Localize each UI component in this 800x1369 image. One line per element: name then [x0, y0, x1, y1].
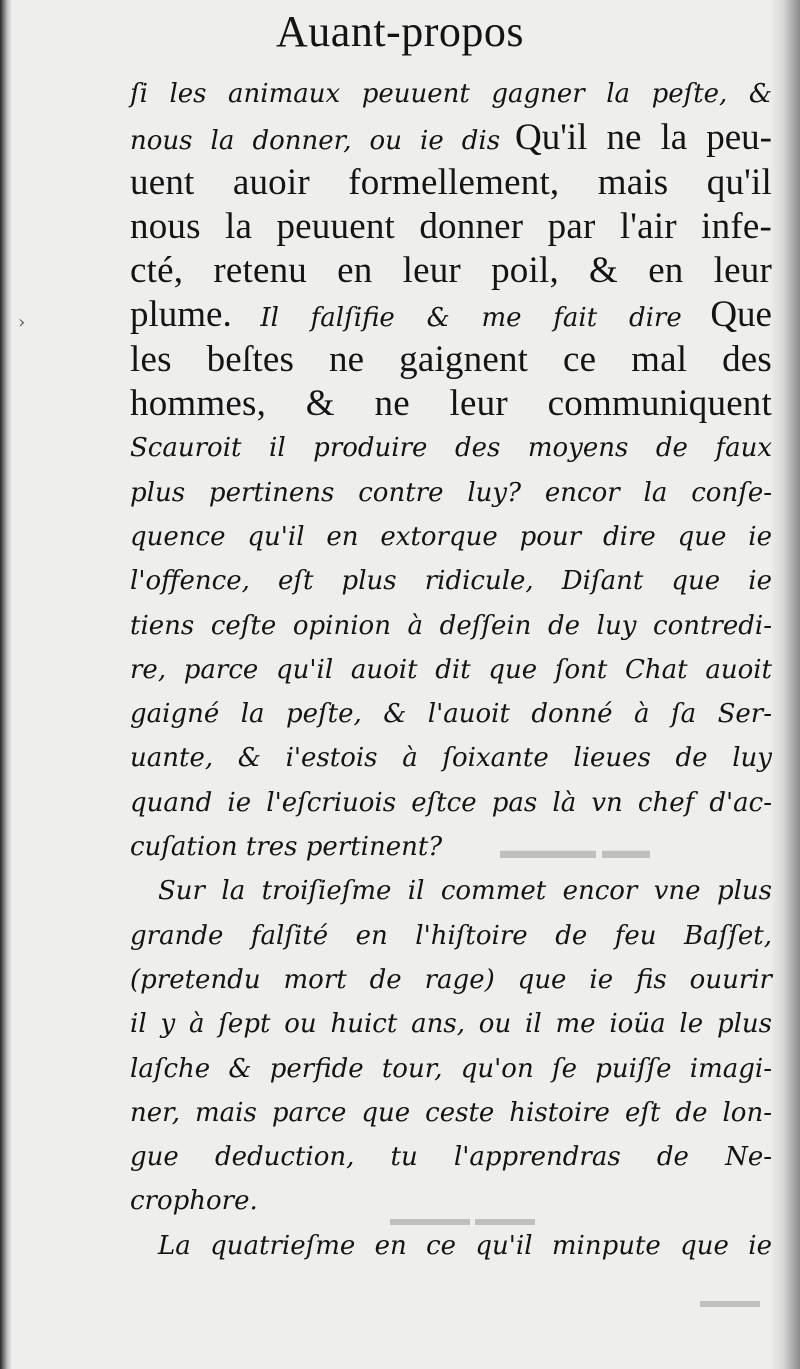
text-line-upright: Qu'il ne la peu-	[515, 117, 772, 159]
text-line-upright: Que	[710, 294, 772, 336]
text-line: ner, mais parce que ceste histoire eſt de lon-	[130, 1097, 772, 1128]
text-line: cuſation tres pertinent?	[130, 832, 443, 863]
running-header: Auant-propos	[276, 7, 524, 56]
text-line-italic: Il falſifie & me fait dire	[260, 303, 682, 334]
text-line: uent auoir formellement, mais qu'il	[130, 161, 772, 203]
text-line: cté, retenu en leur poil, & en leur	[130, 250, 772, 292]
text-line: uante, & i'estois à ſoixante lieues de luy	[130, 743, 772, 774]
show-through-text: ▬▬ ▬▬▬▬	[500, 838, 650, 864]
text-line: nous la peuuent donner par l'air infe-	[130, 205, 772, 247]
show-through-text: ▬▬▬	[700, 1290, 760, 1312]
text-line: grande falſité en l'hiſtoire de feu Baſſet,	[130, 920, 772, 951]
text-line: Sur la troiſieſme il commet encor vne plus	[158, 876, 772, 907]
show-through-text: ▬▬▬ ▬▬▬▬	[390, 1208, 535, 1230]
text-line: La quatrieſme en ce qu'il minpute que ie	[158, 1230, 772, 1261]
text-line: ſi les animaux peuuent gagner la peſte, &	[130, 79, 772, 109]
text-line: l'offence, eſt plus ridicule, Diſant que ie	[130, 566, 772, 597]
text-line-upright: plume.	[130, 294, 232, 336]
margin-mark: ›	[18, 312, 26, 333]
text-line: crophore.	[130, 1186, 258, 1217]
text-line: il y à ſept ou huict ans, ou il me ioüa le plus	[130, 1009, 772, 1040]
text-line: les beſtes ne gaignent ce mal des	[130, 338, 772, 380]
text-line: gue deduction, tu l'apprendras de Ne-	[130, 1142, 772, 1173]
text-line: laſche & perfide tour, qu'on ſe puiſſe imagi-	[130, 1053, 772, 1084]
text-line	[130, 116, 772, 160]
text-line	[130, 293, 772, 337]
text-line: Scauroit il produire des moyens de faux	[130, 433, 772, 464]
page-edge-left	[0, 0, 12, 1369]
text-line: plus pertinens contre luy? encor la conſe-	[130, 477, 772, 508]
text-line: (pretendu mort de rage) que ie fis ouurir	[130, 964, 772, 995]
text-line: hommes, & ne leur communiquent	[130, 383, 772, 425]
page-edge-right	[770, 0, 800, 1369]
text-line: gaigné la peſte, & l'auoit donné à ſa Ser-	[130, 699, 772, 730]
text-line: quence qu'il en extorque pour dire que ie	[130, 521, 772, 552]
body-text	[130, 72, 772, 1268]
text-line: quand ie l'eſcriuois eſtce pas là vn chef d'ac-	[130, 787, 772, 818]
text-line-italic: nous la donner, ou ie dis	[130, 126, 501, 157]
text-line: tiens ceſte opinion à deſſein de luy contredi-	[130, 610, 772, 641]
text-line: re, parce qu'il auoit dit que ſont Chat auoit	[130, 654, 772, 685]
